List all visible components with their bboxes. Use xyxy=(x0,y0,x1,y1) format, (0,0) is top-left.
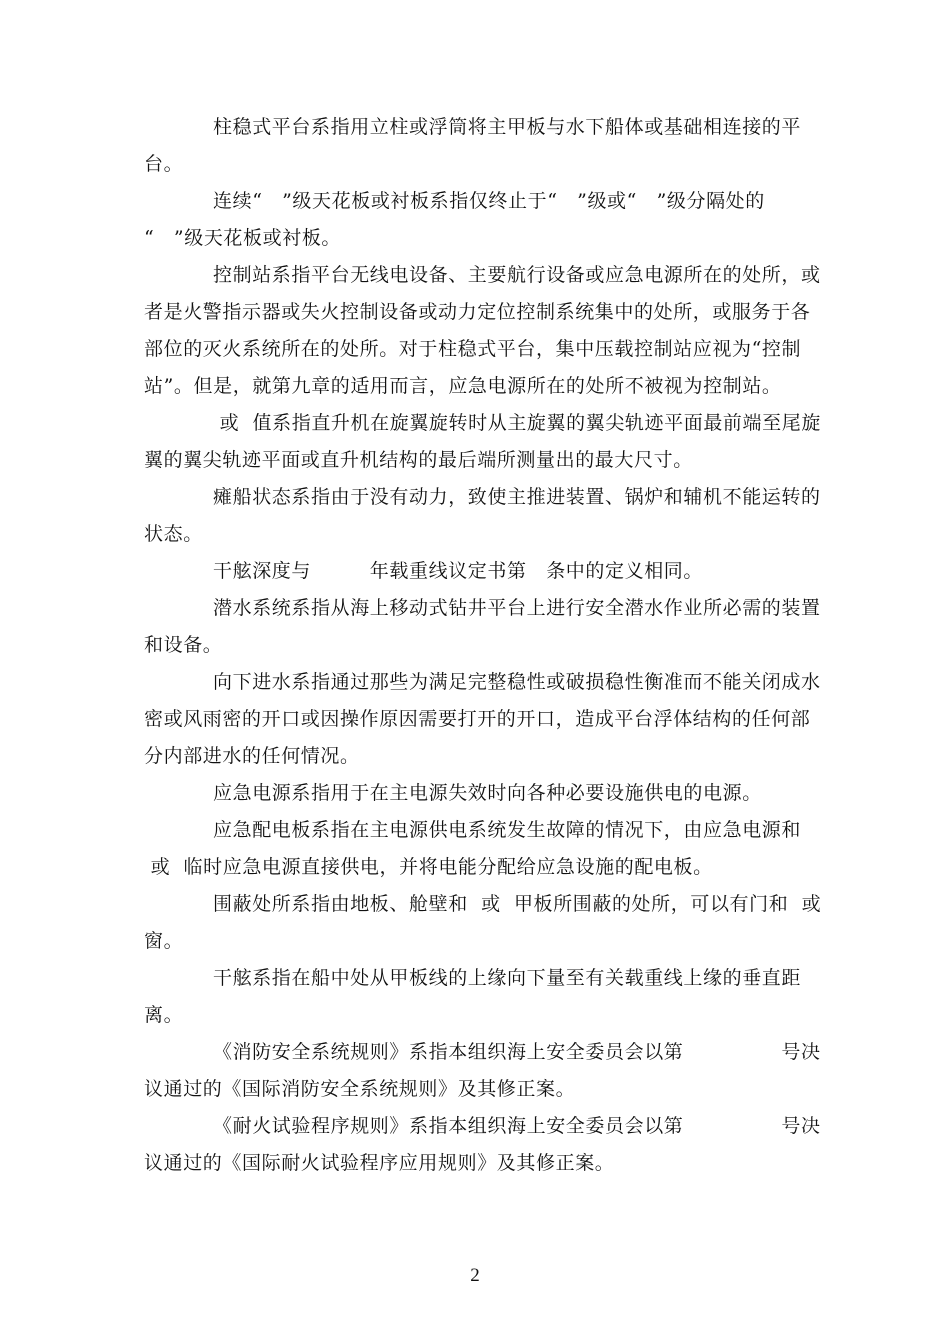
text-line: 部位的灭火系统所在的处所。对于柱稳式平台，集中压载控制站应视为“控制 xyxy=(144,338,802,360)
text-line: 干舷深度与 年载重线议定书第 条中的定义相同。 xyxy=(213,560,704,582)
text-line: 或 临时应急电源直接供电，并将电能分配给应急设施的配电板。 xyxy=(144,856,713,878)
text-line: 状态。 xyxy=(144,523,203,545)
text-line: 站”。但是，就第九章的适用而言，应急电源所在的处所不被视为控制站。 xyxy=(144,375,782,397)
text-line: 瘫船状态系指由于没有动力，致使主推进装置、锅炉和辅机不能运转的 xyxy=(213,486,821,508)
text-line: 潜水系统系指从海上移动式钻井平台上进行安全潜水作业所必需的装置 xyxy=(213,597,821,619)
text-line: 翼的翼尖轨迹平面或直升机结构的最后端所测量出的最大尺寸。 xyxy=(144,449,693,471)
text-line: 《耐火试验程序规则》系指本组织海上安全委员会以第 号决 xyxy=(213,1115,821,1137)
text-line: 《消防安全系统规则》系指本组织海上安全委员会以第 号决 xyxy=(213,1041,821,1063)
text-line: 密或风雨密的开口或因操作原因需要打开的开口，造成平台浮体结构的任何部 xyxy=(144,708,811,730)
text-line: 控制站系指平台无线电设备、主要航行设备或应急电源所在的处所，或 xyxy=(213,264,821,286)
text-line: 柱稳式平台系指用立柱或浮筒将主甲板与水下船体或基础相连接的平 xyxy=(213,116,802,138)
text-line: 连续“ ”级天花板或衬板系指仅终止于“ ”级或“ ”级分隔处的 xyxy=(213,190,765,212)
text-line: “ ”级天花板或衬板。 xyxy=(144,227,342,249)
text-line: 分内部进水的任何情况。 xyxy=(144,745,360,767)
text-line: 应急配电板系指在主电源供电系统发生故障的情况下，由应急电源和 xyxy=(213,819,802,841)
text-line: 台。 xyxy=(144,153,184,175)
text-line: 围蔽处所系指由地板、舱壁和 或 甲板所围蔽的处所，可以有门和 或 xyxy=(213,893,822,915)
text-line: 应急电源系指用于在主电源失效时向各种必要设施供电的电源。 xyxy=(213,782,762,804)
text-line: 议通过的《国际耐火试验程序应用规则》及其修正案。 xyxy=(144,1152,615,1174)
text-line: 议通过的《国际消防安全系统规则》及其修正案。 xyxy=(144,1078,576,1100)
text-line: 和设备。 xyxy=(144,634,223,656)
text-line: 窗。 xyxy=(144,930,184,952)
text-line: 干舷系指在船中处从甲板线的上缘向下量至有关载重线上缘的垂直距 xyxy=(213,967,802,989)
page-number: 2 xyxy=(470,1265,480,1286)
text-line: 离。 xyxy=(144,1004,184,1026)
text-line: 者是火警指示器或失火控制设备或动力定位控制系统集中的处所，或服务于各 xyxy=(144,301,811,323)
text-line: 或 值系指直升机在旋翼旋转时从主旋翼的翼尖轨迹平面最前端至尾旋 xyxy=(213,412,821,434)
text-line: 向下进水系指通过那些为满足完整稳性或破损稳性衡准而不能关闭成水 xyxy=(213,671,821,693)
